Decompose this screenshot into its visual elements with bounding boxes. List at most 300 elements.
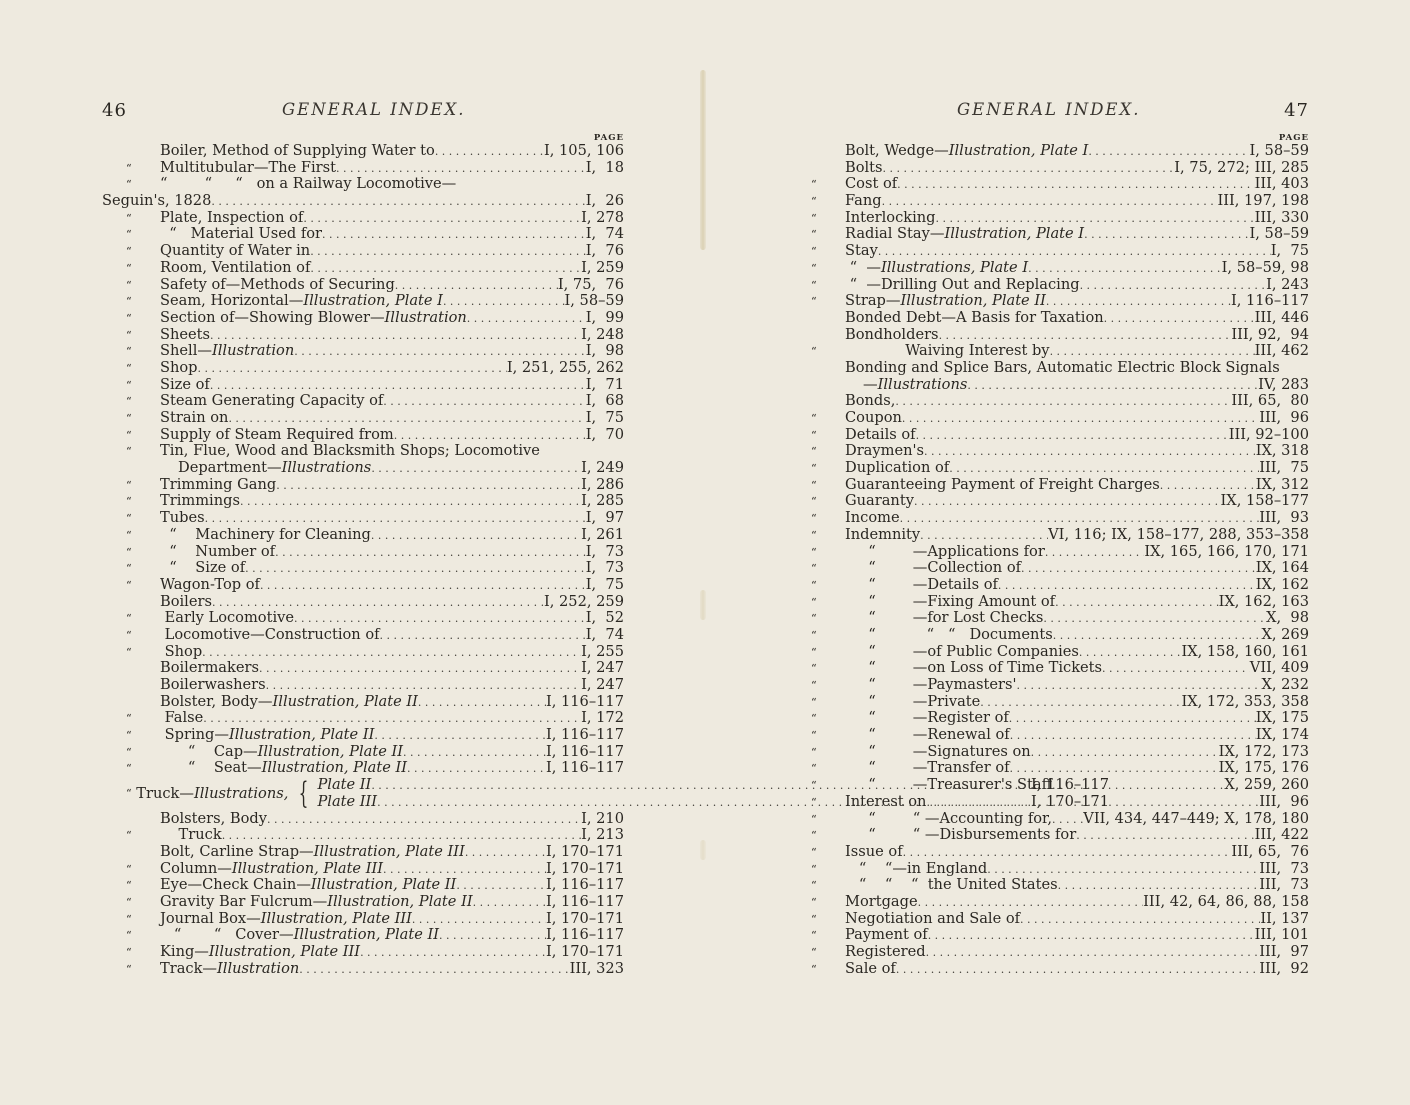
entry-term xyxy=(845,760,1010,777)
index-entry xyxy=(787,577,1309,594)
page-reference: IX, 312 xyxy=(1255,475,1309,493)
entry-italic: Illustration, Plate II xyxy=(228,726,375,744)
index-entry xyxy=(787,343,1309,360)
page-reference: I, 243 xyxy=(1266,275,1309,293)
dot-leader xyxy=(407,761,546,778)
page-reference: VII, 434, 447–449; X, 178, 180 xyxy=(1083,809,1309,827)
entry-term xyxy=(845,560,1021,577)
entry-text: “ “ “ on a Railway Locomotive— xyxy=(160,175,457,193)
page-reference: I, 52 xyxy=(585,609,624,627)
dot-leader xyxy=(360,945,546,962)
index-entry xyxy=(787,877,1309,894)
entry-text: Sheets xyxy=(160,325,211,343)
page-reference: II, 137 xyxy=(1260,909,1309,927)
entry-text: Guaranteeing Payment of Freight Charges xyxy=(845,475,1160,493)
entry-text: Quantity of Water in xyxy=(160,242,311,260)
page-reference: III, 96 xyxy=(1259,792,1309,810)
page-reference: IX, 318 xyxy=(1255,442,1309,460)
page-reference: I, 75 xyxy=(585,409,624,426)
dot-leader xyxy=(914,494,1221,511)
page-reference: IX, 174 xyxy=(1255,726,1309,744)
index-entry xyxy=(787,961,1309,978)
entry-term xyxy=(160,160,336,177)
entry-text: “ —Applications for xyxy=(845,542,1045,560)
entry-term xyxy=(160,377,210,394)
page-reference: I, 74 xyxy=(585,225,624,243)
ditto-mark: “ xyxy=(126,245,132,259)
entry-term xyxy=(160,443,540,460)
entry-term xyxy=(845,226,1084,243)
page-reference: I, 75 xyxy=(585,575,624,593)
dot-leader xyxy=(1043,611,1266,628)
entry-text: Bolster, Body— xyxy=(160,692,273,710)
entry-term xyxy=(160,393,383,410)
entry-italic: Illustration, Plate II xyxy=(327,892,473,910)
entry-italic: Illustration, Plate II xyxy=(900,292,1046,310)
entry-text: “ —Register of xyxy=(845,709,1009,727)
entry-text: Supply of Steam Required from xyxy=(160,425,394,443)
entry-text: Strain on xyxy=(160,409,229,426)
entry-text: Trimming Gang xyxy=(160,475,277,493)
ditto-mark: “ xyxy=(811,845,817,859)
index-entry xyxy=(102,327,624,344)
entry-text: “ “ —Accounting for, xyxy=(845,809,1053,827)
dot-leader xyxy=(299,962,569,979)
entry-text: Wagon-Top of xyxy=(160,575,260,593)
entry-term xyxy=(845,794,926,811)
page-reference: I, 252, 259 xyxy=(543,592,624,610)
entry-text: Shop xyxy=(160,642,203,660)
index-entry xyxy=(787,393,1309,410)
entry-term xyxy=(160,610,294,627)
entry-text: Negotiation and Sale of xyxy=(845,909,1021,927)
entry-text: Plate, Inspection of xyxy=(160,208,304,226)
page-reference: IX, 175, 176 xyxy=(1218,759,1309,777)
index-entry xyxy=(787,827,1309,844)
index-entry xyxy=(102,877,624,894)
ditto-mark: “ xyxy=(126,178,132,192)
ditto-mark: “ xyxy=(811,545,817,559)
entry-term xyxy=(160,544,275,561)
dot-leader xyxy=(1020,912,1260,929)
ditto-mark: “ xyxy=(811,862,817,876)
index-entry xyxy=(787,610,1309,627)
entry-term-italic: Illustrations, xyxy=(193,785,289,803)
page-reference: III, 462 xyxy=(1254,342,1309,360)
index-entry xyxy=(102,710,624,727)
index-entry xyxy=(787,794,1309,811)
entry-italic: Illustration, Plate III xyxy=(208,943,361,961)
ditto-mark: “ xyxy=(811,628,817,642)
page-reference: I, 170–171 xyxy=(545,909,624,927)
entry-text: Duplication of xyxy=(845,459,950,477)
page-reference: I, 58–59 xyxy=(1249,142,1309,159)
page-reference: I, 251, 255, 262 xyxy=(506,358,624,376)
entry-text: Stay xyxy=(845,242,878,260)
page-reference: III, 65, 80 xyxy=(1231,392,1309,410)
index-entry xyxy=(102,443,624,460)
page-reference: IX, 164 xyxy=(1255,559,1309,577)
entry-italic: Illustration, Plate I xyxy=(303,292,443,310)
entry-term xyxy=(160,827,222,844)
ditto-mark: “ xyxy=(811,178,817,192)
dot-leader xyxy=(1055,595,1218,612)
entry-text: Steam Generating Capacity of xyxy=(160,392,384,410)
entry-text: Radial Stay— xyxy=(845,225,945,243)
page-reference: IX, 172, 173 xyxy=(1218,742,1309,760)
entry-text: Spring— xyxy=(160,726,229,744)
page-reference: III, 97 xyxy=(1259,943,1309,960)
entry-text: Waiving Interest by xyxy=(845,342,1050,360)
entry-text: Tubes xyxy=(160,509,205,527)
page-reference: IX, 162, 163 xyxy=(1218,592,1309,610)
index-entry xyxy=(787,861,1309,878)
index-entry xyxy=(787,327,1309,344)
entry-term xyxy=(160,310,467,327)
index-entry xyxy=(102,527,624,544)
ditto-mark: “ xyxy=(811,245,817,259)
index-entry xyxy=(102,594,624,611)
ditto-mark: “ xyxy=(126,628,132,642)
index-entry xyxy=(102,627,624,644)
entry-text: Boilers xyxy=(160,592,212,610)
index-entry xyxy=(787,894,1309,911)
entry-text: Department— xyxy=(178,459,282,477)
ditto-mark: “ xyxy=(126,328,132,342)
ditto-mark: “ xyxy=(126,745,132,759)
entry-term xyxy=(160,694,418,711)
entry-term xyxy=(845,677,1016,694)
index-entry xyxy=(102,610,624,627)
dot-leader xyxy=(383,394,585,411)
entry-term xyxy=(160,594,212,611)
ditto-mark: “ xyxy=(126,879,132,893)
ditto-mark: “ xyxy=(126,412,132,425)
entry-term xyxy=(845,894,918,911)
page-reference: I, 210 xyxy=(581,809,624,827)
running-head: GENERAL INDEX. xyxy=(282,100,466,119)
page-reference: I, 170–171 xyxy=(545,859,624,877)
entry-text: Size of xyxy=(160,375,210,393)
entry-text: “ —Renewal of xyxy=(845,726,1010,744)
ditto-mark: “ xyxy=(126,762,132,776)
index-entry xyxy=(787,310,1309,327)
index-entry xyxy=(102,160,624,177)
index-entry xyxy=(787,627,1309,644)
index-entries xyxy=(102,143,624,777)
entry-term xyxy=(160,143,435,160)
index-entry xyxy=(787,477,1309,494)
entry-term xyxy=(845,527,920,544)
dot-leader xyxy=(928,928,1255,945)
ditto-mark: “ xyxy=(811,261,817,275)
entry-italic: Illustration, Plate II xyxy=(272,692,418,710)
dot-leader xyxy=(967,378,1258,395)
index-entry xyxy=(102,861,624,878)
entry-text: Bolt, Carline Strap— xyxy=(160,842,314,860)
index-entry xyxy=(102,560,624,577)
ditto-mark: “ xyxy=(126,787,132,801)
entry-text: Multitubular—The First xyxy=(160,158,337,176)
index-entry xyxy=(787,560,1309,577)
entry-term xyxy=(160,744,403,761)
index-entry xyxy=(102,827,624,844)
entry-term xyxy=(845,577,998,594)
page-reference: III, 403 xyxy=(1254,175,1309,193)
dot-leader xyxy=(259,661,581,678)
ditto-mark: “ xyxy=(126,161,132,175)
entry-term xyxy=(845,477,1160,494)
entry-text: “ Cap— xyxy=(160,742,258,760)
ditto-mark: “ xyxy=(126,395,132,409)
page-reference: I, 75, 76 xyxy=(557,275,624,293)
entry-text: Truck xyxy=(160,826,222,844)
page-reference: I, 285 xyxy=(581,492,624,510)
entry-term xyxy=(160,527,371,544)
dot-leader xyxy=(1009,711,1256,728)
entry-text: Interest on xyxy=(845,792,927,810)
entry-term xyxy=(845,961,896,978)
ditto-mark: “ xyxy=(811,578,817,592)
dot-leader xyxy=(926,945,1260,962)
index-entry xyxy=(102,293,624,310)
index-entry xyxy=(102,226,624,243)
entry-text: “ —Transfer of xyxy=(845,759,1010,777)
entry-term xyxy=(845,277,1080,294)
ditto-mark: “ xyxy=(811,428,817,442)
index-entry xyxy=(102,377,624,394)
entry-term xyxy=(160,410,228,427)
ditto-mark: “ xyxy=(126,228,132,242)
entry-term: Truck— xyxy=(131,785,194,803)
page-reference: I, 170–171 xyxy=(545,943,624,961)
index-entry xyxy=(102,243,624,260)
page-reference: I, 70 xyxy=(585,425,624,443)
index-entry xyxy=(102,961,624,978)
index-entry xyxy=(102,460,624,477)
entry-text: Shop xyxy=(160,358,198,376)
entry-text: Indemnity xyxy=(845,525,921,543)
entry-term xyxy=(845,827,1076,844)
page-reference: I, 170–171 xyxy=(1030,792,1110,810)
entry-term xyxy=(845,510,900,527)
entry-text: Boilermakers xyxy=(160,659,259,677)
page-reference: I, 116–117 xyxy=(545,726,624,744)
index-entry xyxy=(787,460,1309,477)
entry-term xyxy=(160,811,267,828)
page-reference: IX, 165, 166, 170, 171 xyxy=(1144,542,1309,560)
index-entry xyxy=(102,176,624,193)
ditto-mark: “ xyxy=(126,862,132,876)
ditto-mark: “ xyxy=(811,895,817,909)
right-page xyxy=(787,98,1309,977)
page-reference: I, 116–117 xyxy=(1230,292,1309,310)
page-reference: I, 71 xyxy=(585,375,624,393)
dot-leader xyxy=(1102,661,1250,678)
entry-term xyxy=(845,727,1010,744)
page-reference: I, 278 xyxy=(581,208,624,226)
brace-glyph: { xyxy=(299,775,309,811)
entry-term xyxy=(845,377,967,394)
dot-leader xyxy=(245,561,586,578)
ditto-mark: “ xyxy=(811,462,817,476)
dot-leader xyxy=(202,645,581,662)
dot-leader xyxy=(310,244,586,261)
entry-term xyxy=(845,210,936,227)
page-reference: I, 116–117 xyxy=(545,926,624,944)
ditto-mark: “ xyxy=(811,962,817,976)
page-reference: VI, 116; IX, 158–177, 288, 353–358 xyxy=(1048,525,1309,543)
entry-term xyxy=(845,310,1104,327)
entry-text: Shell— xyxy=(160,342,212,360)
ditto-mark: “ xyxy=(811,679,817,692)
entry-italic: Illustration, Plate II xyxy=(261,759,408,777)
entry-term xyxy=(845,811,1052,828)
index-entry xyxy=(102,911,624,928)
ditto-mark: “ xyxy=(811,228,817,242)
entry-term xyxy=(845,627,1053,644)
entry-text: “ “ Cover— xyxy=(160,926,294,944)
page-reference: III, 323 xyxy=(569,959,624,977)
ditto-mark: “ xyxy=(126,311,132,325)
index-entry xyxy=(102,477,624,494)
entry-term xyxy=(160,343,294,360)
ditto-mark: “ xyxy=(811,211,817,225)
page-column-label: PAGE xyxy=(1278,133,1309,143)
entry-text: “ Seat— xyxy=(160,759,262,777)
ditto-mark: “ xyxy=(811,779,817,793)
entry-text: “ Material Used for xyxy=(160,225,323,243)
ditto-mark: “ xyxy=(811,745,817,759)
index-entry xyxy=(102,143,624,160)
index-entry xyxy=(787,176,1309,193)
entry-text: Locomotive—Construction of xyxy=(160,625,380,643)
ditto-mark: “ xyxy=(126,612,132,626)
page-reference: I, 261 xyxy=(581,525,624,543)
index-entry xyxy=(102,410,624,427)
dot-leader xyxy=(322,227,586,244)
entry-term xyxy=(160,260,310,277)
page-reference: I, 116–117 xyxy=(545,742,624,760)
page-reference: IV, 283 xyxy=(1258,375,1309,393)
page-gutter xyxy=(700,70,706,250)
dot-leader xyxy=(418,695,546,712)
entry-term xyxy=(160,277,395,294)
ditto-mark: “ xyxy=(126,345,132,359)
entry-italic: Illustrations xyxy=(281,459,372,477)
page-reference: IX, 158–177 xyxy=(1220,492,1309,510)
page-reference: III, 42, 64, 86, 88, 158 xyxy=(1143,892,1309,910)
entry-term xyxy=(845,660,1102,677)
page-gutter-mark xyxy=(700,840,706,860)
page-reference: VII, 409 xyxy=(1249,659,1309,677)
dot-leader xyxy=(267,812,581,829)
entry-text: Registered xyxy=(845,943,926,960)
page-reference: X, 259, 260 xyxy=(1224,776,1309,794)
entry-text: Early Locomotive xyxy=(160,609,294,627)
index-entry xyxy=(787,160,1309,177)
ditto-mark: “ xyxy=(126,445,132,459)
entry-italic: Illustration xyxy=(217,959,300,977)
entry-term xyxy=(160,844,465,861)
index-entry xyxy=(102,694,624,711)
index-entry xyxy=(102,510,624,527)
page-reference: IX, 175 xyxy=(1255,709,1309,727)
index-entry xyxy=(787,660,1309,677)
page-reference: I, 58–59, 98 xyxy=(1221,258,1309,276)
index-entry xyxy=(102,393,624,410)
entry-term xyxy=(845,243,878,260)
page-reference: I, 116–117 xyxy=(545,759,624,777)
entry-text: “ “—in England xyxy=(845,859,988,877)
dot-leader xyxy=(980,695,1181,712)
index-entry xyxy=(102,210,624,227)
entry-italic: Illustration, Plate I xyxy=(948,142,1089,159)
entry-text: “ —Signatures on xyxy=(845,742,1031,760)
entry-term xyxy=(160,327,210,344)
entry-italic: Illustration xyxy=(384,308,467,326)
dot-leader xyxy=(303,211,581,228)
entry-term xyxy=(845,410,902,427)
index-entry xyxy=(787,410,1309,427)
entry-term xyxy=(160,477,276,494)
index-entry xyxy=(102,660,624,677)
index-entry xyxy=(102,894,624,911)
ditto-mark: “ xyxy=(811,712,817,726)
index-entry xyxy=(787,727,1309,744)
page-reference: I, 97 xyxy=(585,509,624,527)
ditto-mark: “ xyxy=(811,345,817,359)
index-entry xyxy=(787,443,1309,460)
entry-text: Bolts xyxy=(845,158,883,176)
entry-text: King— xyxy=(160,943,209,961)
entry-text: Coupon xyxy=(845,409,902,426)
ditto-mark: “ xyxy=(126,929,132,943)
entry-term xyxy=(845,877,1058,894)
entry-text: Sale of xyxy=(845,959,896,977)
entry-text: “ —Details of xyxy=(845,575,998,593)
entry-text: Column— xyxy=(160,859,232,877)
ditto-mark: “ xyxy=(811,695,817,709)
dot-leader xyxy=(1076,828,1254,845)
ditto-mark: “ xyxy=(126,295,132,309)
page-number: 46 xyxy=(102,100,127,121)
dot-leader xyxy=(403,745,546,762)
page-reference: I, 247 xyxy=(581,659,624,677)
entry-italic: Plate III xyxy=(317,792,378,810)
index-entry xyxy=(102,343,624,360)
entry-text: Seam, Horizontal— xyxy=(160,292,304,310)
ditto-mark: “ xyxy=(126,545,132,559)
entry-italic: Illustration, Plate I xyxy=(944,225,1085,243)
entry-term xyxy=(160,460,371,477)
dot-leader xyxy=(275,545,586,562)
index-entry xyxy=(787,844,1309,861)
entry-text: “ Number of xyxy=(160,542,276,560)
ditto-mark: “ xyxy=(811,562,817,576)
ditto-mark: “ xyxy=(126,729,132,743)
ditto-mark: “ xyxy=(126,495,132,509)
entry-term xyxy=(845,293,1046,310)
entry-text: Interlocking xyxy=(845,208,936,226)
ditto-mark: “ xyxy=(126,562,132,576)
dot-leader xyxy=(439,928,546,945)
index-entry xyxy=(787,777,1309,794)
page-reference: III, 92, 94 xyxy=(1231,325,1309,343)
entry-term xyxy=(845,777,1052,794)
index-entry xyxy=(102,744,624,761)
index-entry xyxy=(787,760,1309,777)
